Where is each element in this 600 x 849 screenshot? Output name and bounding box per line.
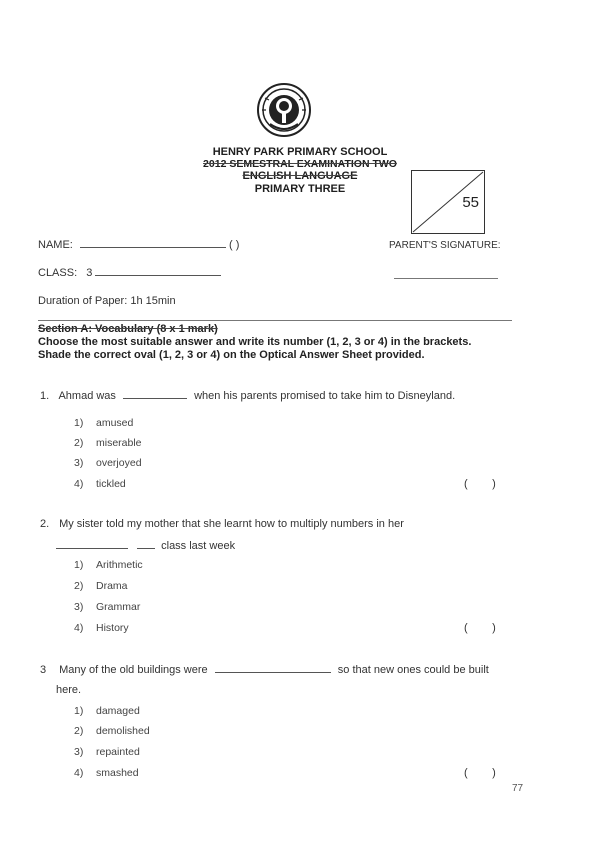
section-instruction-1: Choose the most suitable answer and write its number (1, 2, 3 or 4) in the brackets. bbox=[38, 336, 472, 348]
question-1 bbox=[40, 389, 455, 402]
question-number: 3 bbox=[40, 664, 47, 676]
parent-signature-label: PARENT'S SIGNATURE: bbox=[389, 240, 501, 251]
class-row bbox=[38, 266, 221, 279]
question-text-after: class last week bbox=[161, 540, 236, 552]
answer-bracket[interactable]: ( ) bbox=[464, 478, 496, 490]
option-number: 4) bbox=[74, 478, 84, 490]
question-text-before: Many of the old buildings were bbox=[59, 664, 208, 676]
name-field[interactable] bbox=[80, 238, 226, 248]
name-index-bracket: ( ) bbox=[228, 239, 240, 251]
level-title: PRIMARY THREE bbox=[254, 183, 346, 195]
option-number: 3) bbox=[74, 746, 84, 758]
subject-title: ENGLISH LANGUAGE bbox=[242, 170, 358, 182]
name-row bbox=[38, 238, 239, 251]
option bbox=[74, 437, 142, 449]
section-title: Section A: Vocabulary (8 x 1 mark) bbox=[38, 323, 218, 335]
option-text: amused bbox=[96, 417, 134, 429]
option bbox=[74, 580, 128, 592]
name-label: NAME: bbox=[38, 239, 73, 251]
answer-blank bbox=[56, 539, 128, 549]
option-number: 1) bbox=[74, 705, 84, 717]
option-number: 2) bbox=[74, 725, 84, 737]
page-mark: 77 bbox=[512, 783, 524, 794]
answer-blank-extension bbox=[137, 539, 155, 549]
section-instruction-2: Shade the correct oval (1, 2, 3 or 4) on the Optical Answer Sheet provided. bbox=[38, 349, 425, 361]
question-number: 2. bbox=[40, 518, 50, 530]
option-text: tickled bbox=[96, 478, 126, 490]
option-text: overjoyed bbox=[96, 457, 142, 469]
option-text: Drama bbox=[96, 580, 128, 592]
option bbox=[74, 417, 133, 429]
question-text-after: so that new ones could be built bbox=[337, 664, 489, 676]
school-crest bbox=[256, 80, 312, 140]
option-text: miserable bbox=[96, 437, 142, 449]
answer-bracket[interactable]: ( ) bbox=[464, 767, 496, 779]
class-field[interactable] bbox=[95, 266, 221, 276]
school-name: HENRY PARK PRIMARY SCHOOL bbox=[212, 146, 388, 158]
option-text: Grammar bbox=[96, 601, 141, 613]
option-number: 4) bbox=[74, 622, 84, 634]
option-text: Arithmetic bbox=[96, 559, 143, 571]
option bbox=[74, 622, 129, 634]
option-number: 1) bbox=[74, 559, 84, 571]
option bbox=[74, 705, 140, 717]
question-text-after: when his parents promised to take him to Disneyland. bbox=[194, 390, 456, 402]
option-text: smashed bbox=[96, 767, 139, 779]
option bbox=[74, 746, 140, 758]
class-value: 3 bbox=[86, 267, 93, 279]
option bbox=[74, 601, 140, 613]
option-text: History bbox=[96, 622, 129, 634]
option bbox=[74, 478, 126, 490]
duration: Duration of Paper: 1h 15min bbox=[38, 295, 176, 307]
option bbox=[74, 767, 139, 779]
exam-title: 2012 SEMESTRAL EXAMINATION TWO bbox=[203, 158, 397, 170]
parent-signature-line[interactable] bbox=[394, 278, 498, 279]
option bbox=[74, 559, 143, 571]
section-divider bbox=[38, 320, 512, 321]
option-number: 3) bbox=[74, 457, 84, 469]
answer-bracket[interactable]: ( ) bbox=[464, 622, 496, 634]
question-text-before: Ahmad was bbox=[58, 390, 116, 402]
option-number: 3) bbox=[74, 601, 84, 613]
score-total: 55 bbox=[462, 194, 479, 211]
option-text: damaged bbox=[96, 705, 140, 717]
option bbox=[74, 457, 142, 469]
answer-blank bbox=[123, 389, 187, 399]
score-box bbox=[411, 170, 485, 234]
option-number: 1) bbox=[74, 417, 84, 429]
question-text-line-1: My sister told my mother that she learnt how to multiply numbers in her bbox=[59, 518, 404, 530]
question-3-line-2: here. bbox=[56, 684, 82, 696]
question-2 bbox=[40, 518, 404, 530]
option-text: repainted bbox=[96, 746, 140, 758]
option-number: 2) bbox=[74, 437, 84, 449]
question-3 bbox=[40, 663, 489, 676]
option-text: demolished bbox=[96, 725, 150, 737]
option bbox=[74, 725, 150, 737]
answer-blank bbox=[215, 663, 331, 673]
class-label: CLASS: bbox=[38, 267, 78, 279]
option-number: 4) bbox=[74, 767, 84, 779]
option-number: 2) bbox=[74, 580, 84, 592]
question-2-line-2 bbox=[56, 539, 235, 552]
question-number: 1. bbox=[40, 390, 50, 402]
